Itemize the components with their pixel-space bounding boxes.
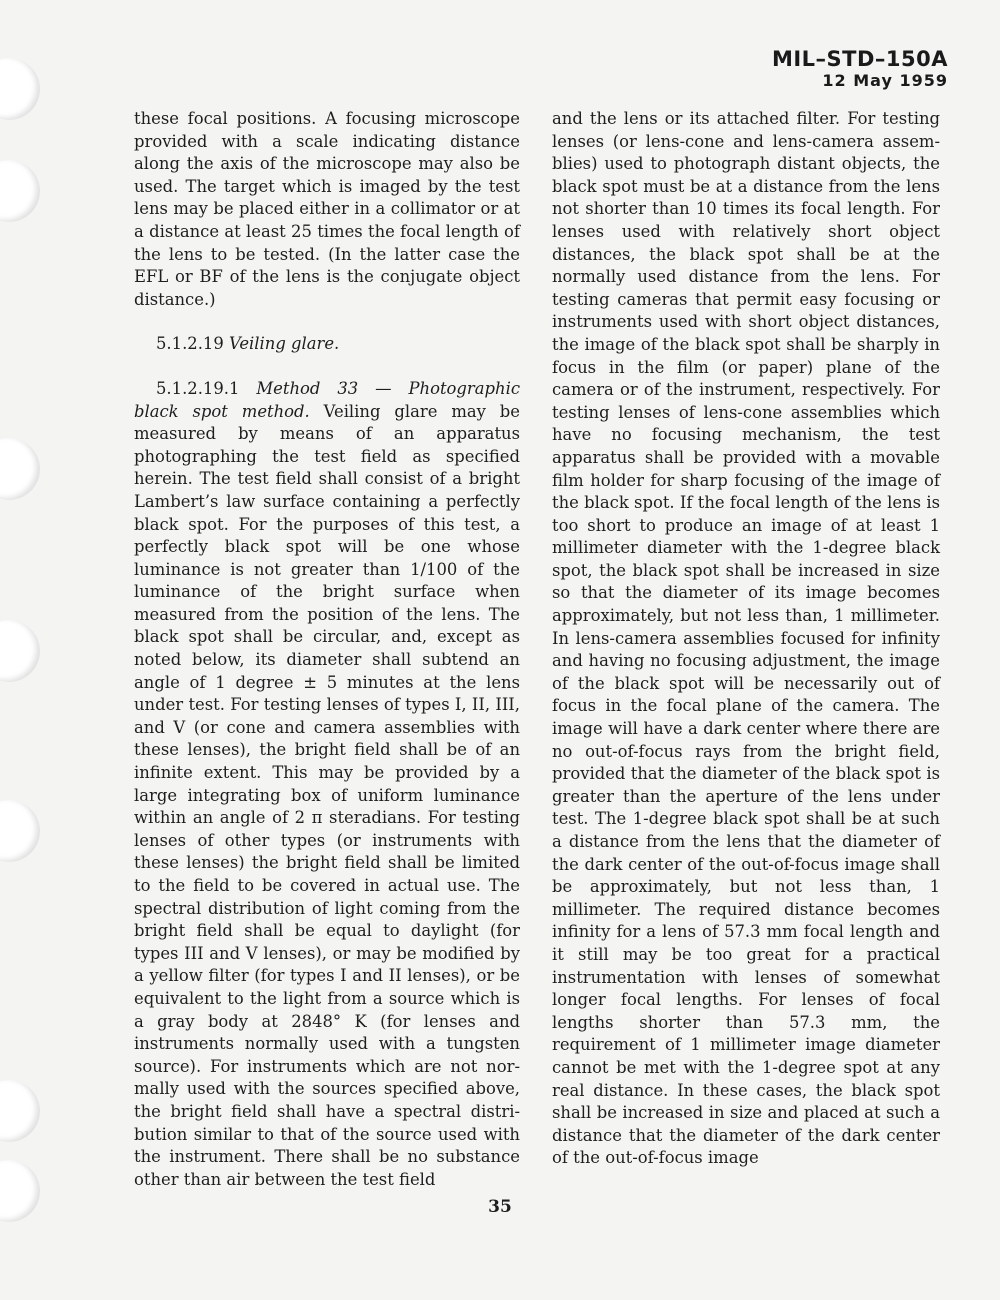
binder-hole <box>0 620 40 682</box>
section-title: Method 33 — Photographic black spot method. <box>134 378 520 421</box>
document-id: MIL–STD–150A <box>771 47 948 71</box>
binder-hole <box>0 800 40 862</box>
page-number: 35 <box>488 1197 512 1217</box>
document-date: 12 May 1959 <box>822 71 948 90</box>
binder-hole <box>0 438 40 500</box>
binder-hole <box>0 160 40 222</box>
binder-hole <box>0 58 40 120</box>
paragraph-body: and the lens or its attached filter. For testing lenses (or lens-cone and lens-camera assemblies) used to photograph distant objects, the black spot must be at a distance from the lens not shorter than 10 times its focal length. For lenses used with relatively short object distances, the black spot shall be at the normally used distance from the lens. For testing cameras that permit easy focusing or instruments used with short object distances, the image of the black spot shall be sharply in focus in the film (or paper) plane of the camera or of the instrument, respectively. For testing lenses of lens-cone assemblies which have no focusing mechanism, the test apparatus shall be provided with a movable film holder for sharp focusing of the image of the black spot. If the focal length of the lens is too short to produce an image of at least 1 millimeter diameter with the 1-degree black spot, the black spot shall be increased in size so that the diameter of its image becomes approximately, but not less than, 1 millimeter. In lens-camera assemblies focused for infinity and having no focusing adjustment, the image of the black spot will be necessarily out of focus in the focal plane of the camera. The image will have a dark center where there are no out-of-focus rays from the bright field, provided that the diameter of the black spot is greater than the aperture of the lens under test. The 1-degree black spot shall be at such a distance from the lens that the diameter of the dark center of the out-of-focus image shall be approximately, but not less than, 1 millimeter. The required distance becomes infinity for a lens of 57.3 mm focal length and it still may be too great for a practical instrumentation with lenses of somewhat longer focal lengths. For lenses of focal lengths shorter than 57.3 mm, the requirement of 1 millimeter image diameter cannot be met with the 1-degree spot at any real distance. In these cases, the black spot shall be increased in size and placed at such a distance that the diameter of the dark center of the out-of-focus image <box>552 109 940 1168</box>
section-body: Veiling glare may be measured by means of an apparatus photographing the test field as specified herein. The test field shall consist of a bright Lambert’s law surface containing a perfectly black spot. For the purposes of this test, a perfectly black spot will be one whose luminance is not greater than 1/100 of the luminance of the bright surface when measured from the position of the lens. The black spot shall be circular, and, except as noted below, its diameter shall subtend an angle of 1 degree ± 5 minutes at the lens under test. For testing lenses of types I, II, III, and V (or cone and camera assemblies with these lenses), the bright field shall be of an infinite extent. This may be provided by a large integrating box of uniform luminance within an angle of 2 π steradians. For testing lenses of other types (or instruments with these lenses) the bright field shall be limited to the field to be covered in actual use. The spectral distribution of light coming from the bright field shall be equal to daylight (for types III and V lenses), or may be modified by a yellow filter (for types I and II lenses), or be equivalent to the light from a source which is a gray body at 2848° K (for lenses and instruments normally used with a tungsten source). For instruments which are not normally used with the sources specified above, the bright field shall have a spectral distribution similar to that of the source used with the instrument. There shall be no substance other than air between the test field <box>134 401 520 1189</box>
section-method-33 <box>134 378 520 1191</box>
section-number: 5.1.2.19.1 <box>156 378 240 398</box>
binder-hole <box>0 1080 40 1142</box>
section-heading-veiling-glare <box>134 333 520 356</box>
section-title: Veiling glare. <box>229 334 340 354</box>
section-number: 5.1.2.19 <box>156 334 224 354</box>
page-header <box>772 47 948 91</box>
left-column <box>134 108 520 1191</box>
paragraph-continuation: these focal positions. A focusing microscope provided with a scale indicating distance along the axis of the microscope may also be used. The target which is imaged by the test lens may be placed either in a collimator or at a distance at least 25 times the focal length of the lens to be tested. (In the latter case the EFL or BF of the lens is the conjugate object distance.) <box>134 109 520 309</box>
right-column <box>552 108 940 1170</box>
